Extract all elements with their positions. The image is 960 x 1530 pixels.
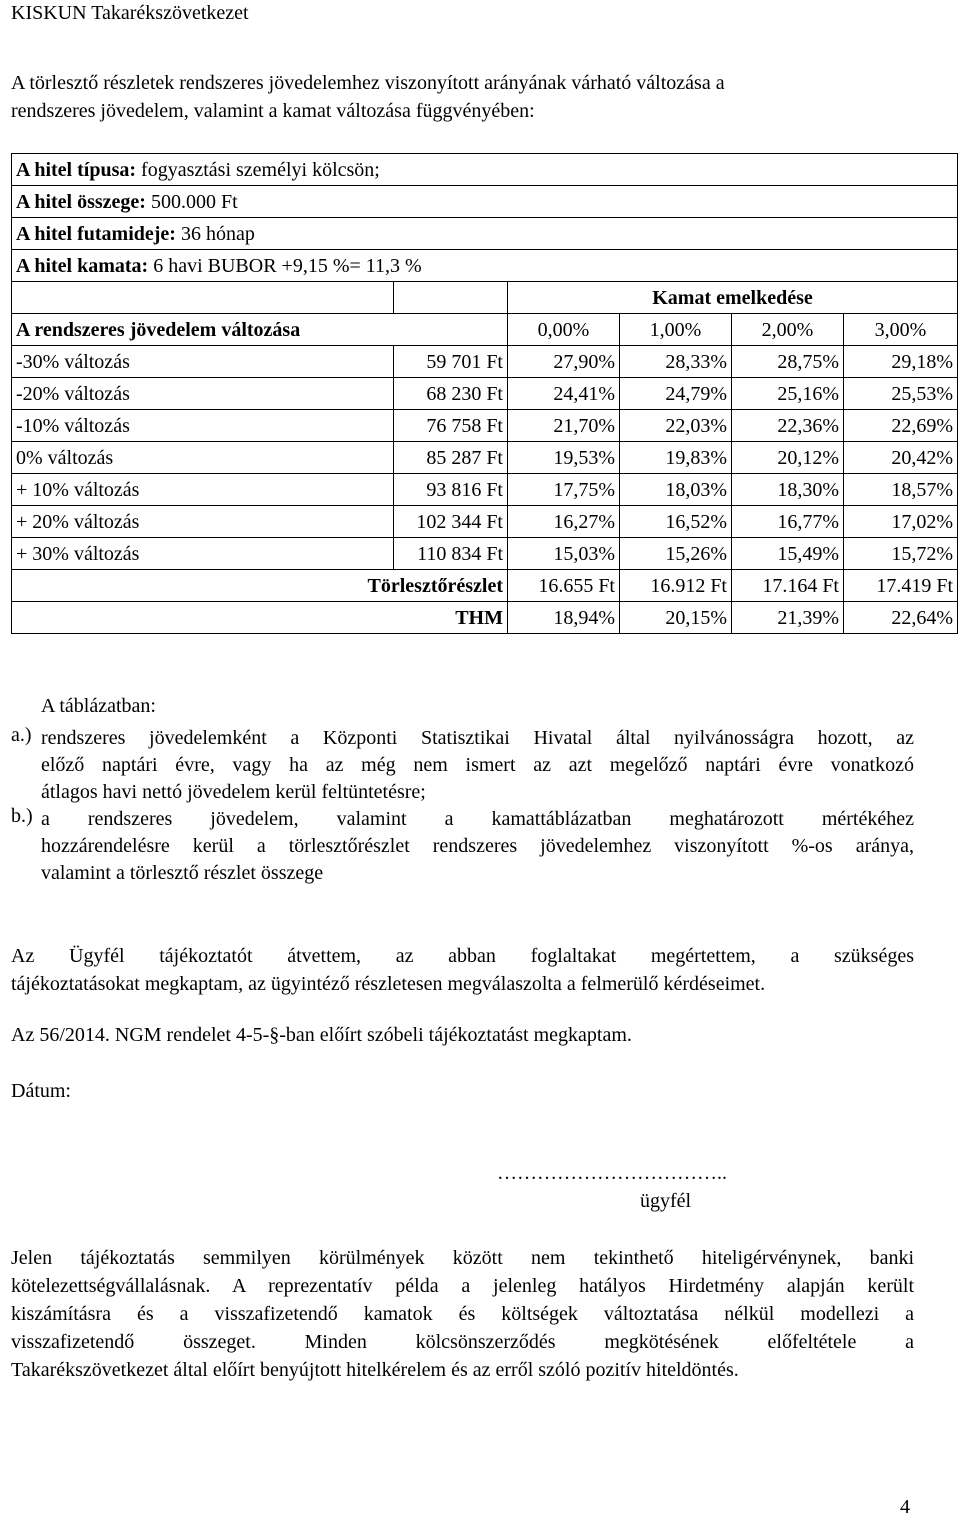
table-row [12,442,958,474]
row-value: 18,03% [620,474,732,506]
row-value: 27,90% [508,346,620,378]
installment-value: 17.419 Ft [844,570,958,602]
note-b-line: valamint a törlesztő részlet összege [41,862,324,884]
row-value: 18,30% [732,474,844,506]
rate-increase-header: Kamat emelkedése [508,282,958,314]
row-value: 22,69% [844,410,958,442]
thm-label: THM [12,602,508,634]
row-value: 20,12% [732,442,844,474]
row-value: 21,70% [508,410,620,442]
loan-amount-row [12,186,958,218]
loan-rate-label: A hitel kamata: [16,254,149,277]
loan-type-label: A hitel típusa: [16,158,137,181]
table-row [12,506,958,538]
row-value: 17,02% [844,506,958,538]
notes-title: A táblázatban: [41,695,156,717]
acknowledgement-paragraph [11,942,914,998]
row-label: + 30% változás [12,538,394,570]
row-label: + 20% változás [12,506,394,538]
row-income: 76 758 Ft [394,410,508,442]
row-label: -20% változás [12,378,394,410]
note-b-text [41,806,914,887]
ack-line: tájékoztatásokat megkaptam, az ügyintéző részletesen megválaszolta a felmerülő kérdéseimet. [11,973,766,995]
row-income: 59 701 Ft [394,346,508,378]
row-value: 16,52% [620,506,732,538]
thm-row [12,602,958,634]
row-value: 19,53% [508,442,620,474]
row-value: 18,57% [844,474,958,506]
loan-amount-label: A hitel összege: [16,190,146,213]
installment-value: 16.912 Ft [620,570,732,602]
thm-value: 20,15% [620,602,732,634]
loan-type-row [12,154,958,186]
row-value: 17,75% [508,474,620,506]
row-value: 19,83% [620,442,732,474]
row-value: 16,77% [732,506,844,538]
disclaimer-line: Takarékszövetkezet által előírt benyújtott hitelkérelem és az erről szóló pozitív hiteldöntés. [11,1359,739,1381]
table-row [12,410,958,442]
loan-term-row [12,218,958,250]
note-b-label: b.) [11,805,33,827]
row-value: 22,03% [620,410,732,442]
note-a-line: átlagos havi nettó jövedelem kerül feltüntetésre; [41,781,426,803]
loan-rate-value: 6 havi BUBOR +9,15 %= 11,3 % [148,254,422,277]
disclaimer-line: visszafizetendő összeget. Minden kölcsönszerződés megkötésének előfeltétele a [11,1331,914,1353]
row-income: 102 344 Ft [394,506,508,538]
loan-rate-row [12,250,958,282]
row-value: 16,27% [508,506,620,538]
table-row [12,474,958,506]
row-value: 28,33% [620,346,732,378]
ack-line: Az Ügyfél tájékoztatót átvettem, az abban foglaltakat megértettem, a szükséges [11,945,914,967]
intro-line-2: rendszeres jövedelem, valamint a kamat változása függvényében: [11,100,535,122]
row-value: 15,49% [732,538,844,570]
thm-value: 22,64% [844,602,958,634]
row-value: 28,75% [732,346,844,378]
thm-value: 21,39% [732,602,844,634]
loan-amount-value: 500.000 Ft [145,190,238,213]
installment-value: 16.655 Ft [508,570,620,602]
loan-ratio-table [11,153,958,634]
signature-label: ügyfél [640,1190,692,1212]
rate-header: 2,00% [732,314,844,346]
group-header-row [12,282,958,314]
row-label: 0% változás [12,442,394,474]
ngm-statement: Az 56/2014. NGM rendelet 4-5-§-ban előírt szóbeli tájékoztatást megkaptam. [11,1024,632,1046]
note-a-line: előző naptári évre, vagy ha az még nem ismert az azt megelőző naptári évre vonatkozó [41,754,914,776]
rate-header: 0,00% [508,314,620,346]
loan-term-label: A hitel futamideje: [16,222,176,245]
rate-header-row [12,314,958,346]
table-row [12,378,958,410]
row-value: 15,03% [508,538,620,570]
row-value: 24,79% [620,378,732,410]
signature-line: …………………………….. [497,1162,727,1184]
table-row [12,346,958,378]
note-a-label: a.) [11,724,32,746]
disclaimer-line: Jelen tájékoztatás semmilyen körülmények között nem tekinthető hiteligérvénynek, banki [11,1247,914,1269]
note-a-line: rendszeres jövedelemként a Központi Statisztikai Hivatal által nyilvánosságra hozott, az [41,727,914,749]
thm-value: 18,94% [508,602,620,634]
date-label: Dátum: [11,1080,71,1102]
row-income: 93 816 Ft [394,474,508,506]
row-income: 85 287 Ft [394,442,508,474]
note-b-line: hozzárendelésre kerül a törlesztőrészlet rendszeres jövedelemhez viszonyított %-os aránya, [41,835,914,857]
row-income: 110 834 Ft [394,538,508,570]
note-a-text [41,725,914,806]
page-number: 4 [900,1496,910,1518]
row-value: 20,42% [844,442,958,474]
loan-type-value: fogyasztási személyi kölcsön; [136,158,380,181]
row-label: -30% változás [12,346,394,378]
row-value: 29,18% [844,346,958,378]
company-name: KISKUN Takarékszövetkezet [11,2,249,24]
rate-header: 3,00% [844,314,958,346]
row-income: 68 230 Ft [394,378,508,410]
rate-header: 1,00% [620,314,732,346]
row-label: + 10% változás [12,474,394,506]
row-value: 15,26% [620,538,732,570]
disclaimer-line: kiszámításra és a visszafizetendő kamatok és költségek változtatása nélkül modellezi a [11,1303,914,1325]
installment-row [12,570,958,602]
row-value: 24,41% [508,378,620,410]
row-value: 15,72% [844,538,958,570]
row-value: 25,53% [844,378,958,410]
installment-value: 17.164 Ft [732,570,844,602]
row-label: -10% változás [12,410,394,442]
disclaimer-line: kötelezettségvállalásnak. A reprezentatív példa a jelenleg hatályos Hirdetmény alapján került [11,1275,914,1297]
intro-line-1: A törlesztő részletek rendszeres jövedelemhez viszonyított arányának várható változása a [11,72,725,94]
income-change-header: A rendszeres jövedelem változása [12,314,508,346]
loan-term-value: 36 hónap [175,222,255,245]
table-row [12,538,958,570]
installment-label: Törlesztőrészlet [12,570,508,602]
row-value: 22,36% [732,410,844,442]
note-b-line: a rendszeres jövedelem, valamint a kamattáblázatban meghatározott mértékéhez [41,808,914,830]
row-value: 25,16% [732,378,844,410]
disclaimer-paragraph [11,1244,914,1384]
